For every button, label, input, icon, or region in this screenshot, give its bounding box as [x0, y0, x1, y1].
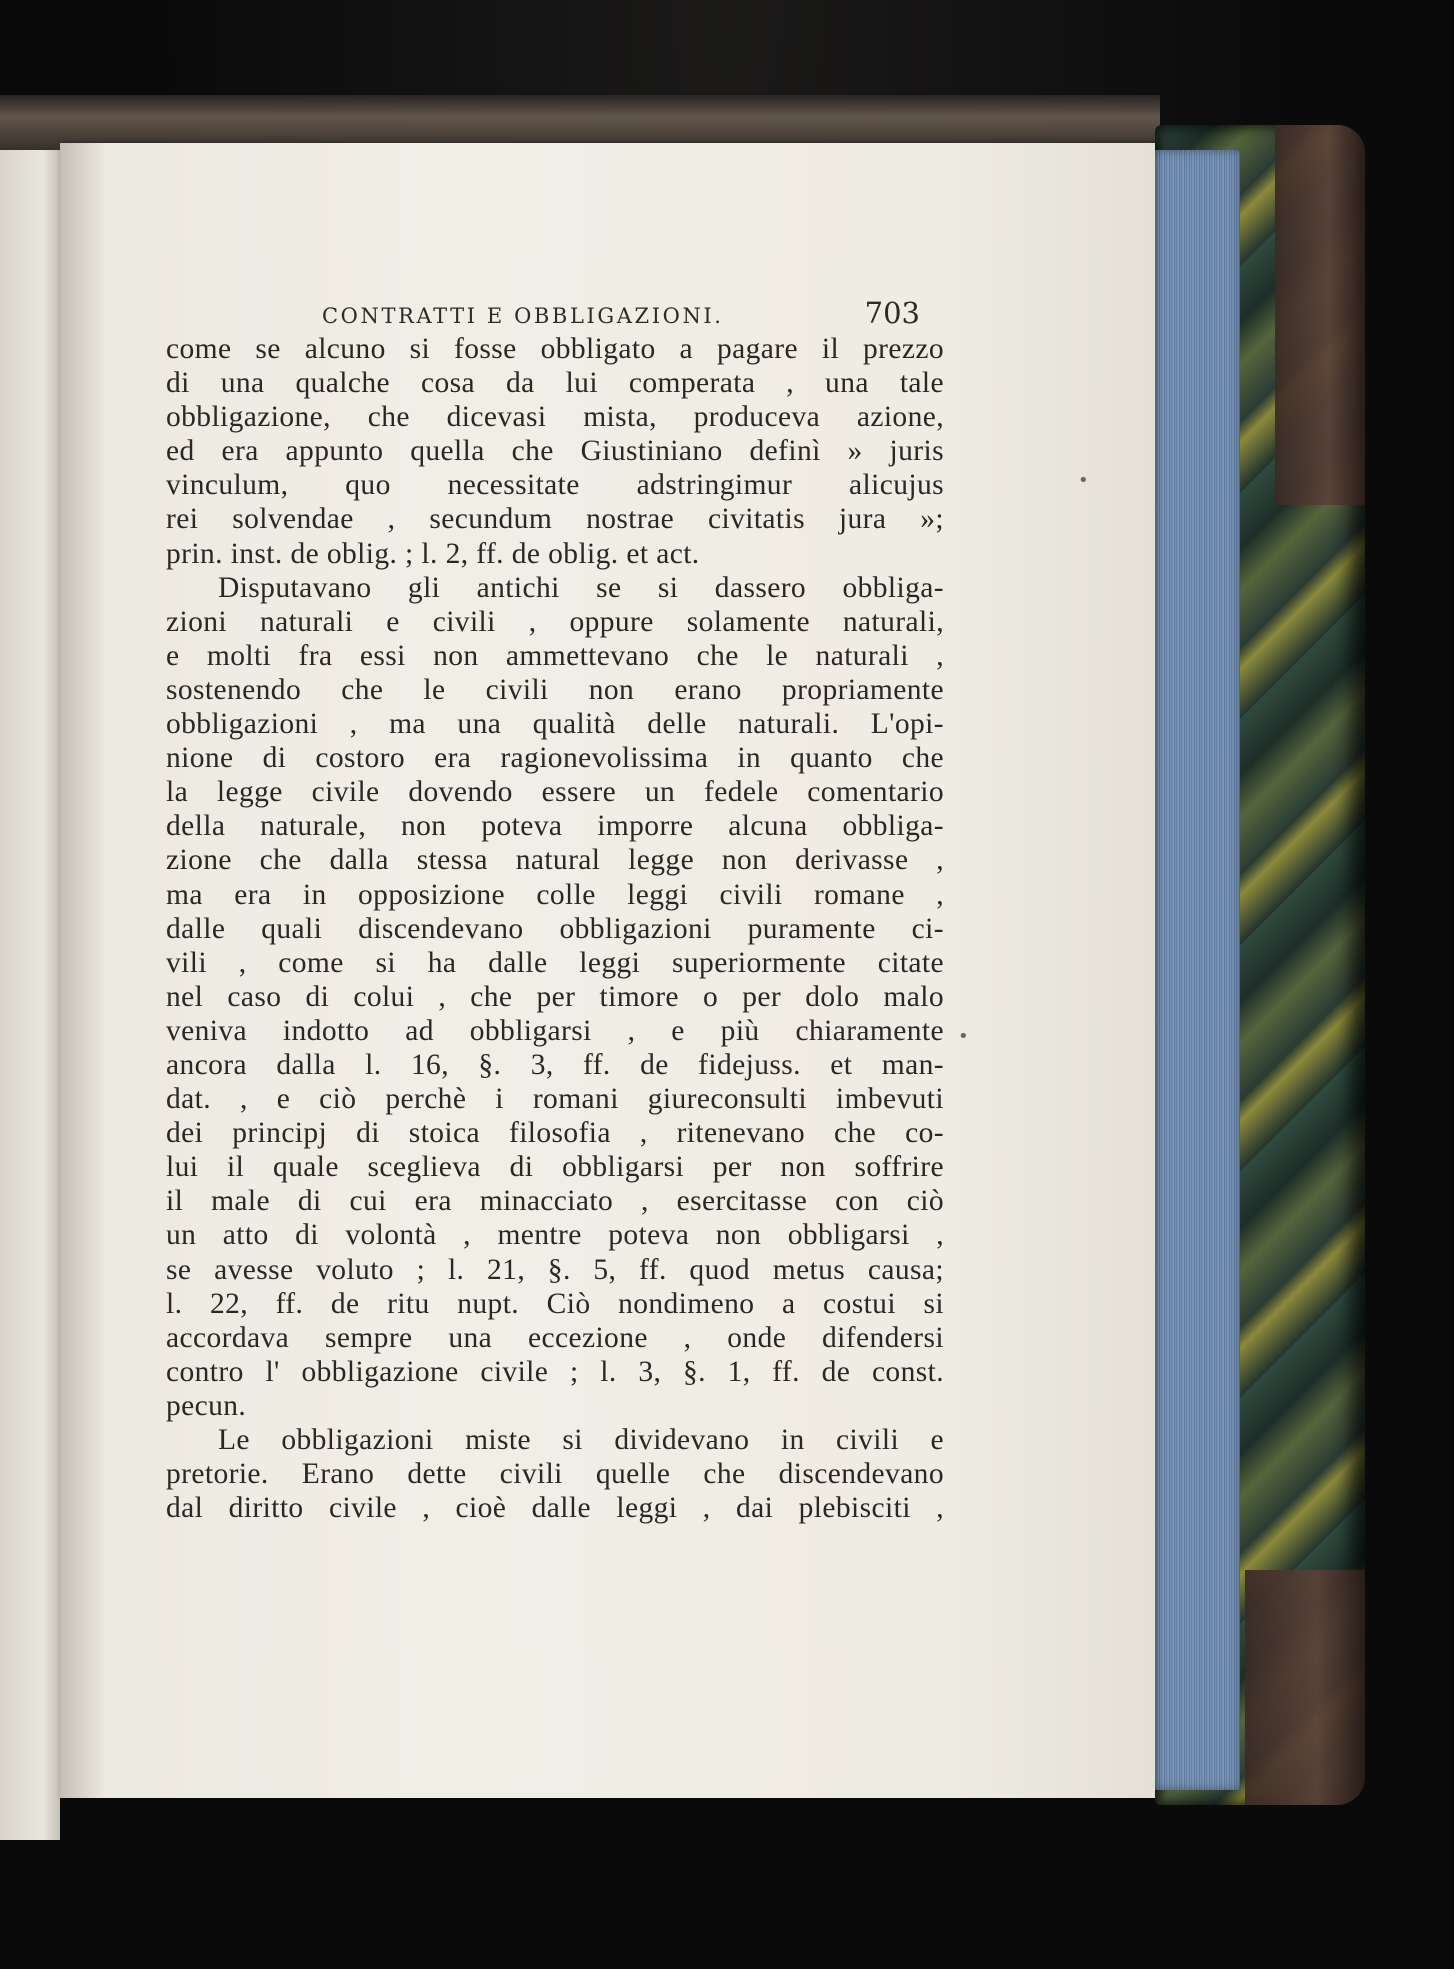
text-line: di una qualche cosa da lui comperata , una tale	[166, 367, 944, 400]
text-line: vili , come si ha dalle leggi superiormente citate	[166, 946, 944, 979]
text-line: della naturale, non poteva imporre alcuna obbliga-	[166, 810, 944, 843]
margin-dot: •	[958, 1026, 969, 1047]
text-line: vinculum, quo necessitate adstringimur alicujus	[166, 469, 944, 502]
text-line: Le obbligazioni miste si dividevano in civili e	[218, 1424, 944, 1456]
text-line: pecun.	[166, 1389, 247, 1422]
text-line: prin. inst. de oblig. ; l. 2, ff. de oblig. et act.	[166, 537, 700, 570]
book-top-edge	[0, 95, 1160, 150]
text-line: veniva indotto ad obbligarsi , e più chiaramente	[166, 1014, 944, 1047]
left-page-edge	[0, 150, 60, 1840]
text-line: il male di cui era minacciato , esercitasse con ciò	[166, 1185, 944, 1218]
text-line: ancora dalla l. 16, §. 3, ff. de fidejuss. et man-	[166, 1048, 944, 1081]
text-line: Disputavano gli antichi se si dassero obbliga-	[218, 571, 944, 604]
text-line: dalle quali discendevano obbligazioni puramente ci-	[166, 912, 944, 945]
margin-dot: •	[1078, 470, 1089, 491]
body-text	[166, 332, 944, 1525]
text-line: rei solvendae , secundum nostrae civitatis jura »;	[166, 503, 944, 536]
text-line: l. 22, ff. de ritu nupt. Ciò nondimeno a costui si	[166, 1287, 944, 1320]
text-line: dal diritto civile , cioè dalle leggi , dai plebisciti ,	[166, 1492, 944, 1525]
text-line: accordava sempre una eccezione , onde difendersi	[166, 1321, 944, 1354]
text-line: sostenendo che le civili non erano propriamente	[166, 673, 944, 706]
text-line: obbligazione, che dicevasi mista, produceva azione,	[166, 401, 944, 434]
text-line: nel caso di colui , che per timore o per dolo malo	[166, 980, 944, 1013]
text-line: ma era in opposizione colle leggi civili romane ,	[166, 878, 944, 911]
text-line: come se alcuno si fosse obbligato a pagare il prezzo	[166, 333, 944, 365]
text-line: contro l' obbligazione civile ; l. 3, §. 1, ff. de const.	[166, 1355, 944, 1388]
running-title: CONTRATTI E OBBLIGAZIONI.	[322, 304, 724, 328]
page-number: 703	[864, 296, 920, 330]
leather-corner-top	[1275, 125, 1365, 505]
text-line: e molti fra essi non ammettevano che le naturali ,	[166, 639, 944, 672]
text-line: nione di costoro era ragionevolissima in quanto che	[166, 742, 944, 775]
text-line: zioni naturali e civili , oppure solamente naturali,	[166, 605, 944, 638]
page-edges	[1150, 150, 1240, 1790]
text-line: lui il quale sceglieva di obbligarsi per non soffrire	[166, 1151, 944, 1184]
text-line: obbligazioni , ma una qualità delle naturali. L'opi-	[166, 708, 944, 741]
text-line: se avesse voluto ; l. 21, §. 5, ff. quod metus causa;	[166, 1253, 944, 1286]
text-line: pretorie. Erano dette civili quelle che discendevano	[166, 1458, 944, 1491]
text-line: zione che dalla stessa natural legge non derivasse ,	[166, 844, 944, 877]
text-line: la legge civile dovendo essere un fedele comentario	[166, 776, 944, 809]
text-line: dat. , e ciò perchè i romani giureconsulti imbevuti	[166, 1083, 944, 1116]
leather-corner-bottom	[1245, 1570, 1365, 1805]
text-line: dei principj di stoica filosofia , ritenevano che co-	[166, 1117, 944, 1150]
text-line: ed era appunto quella che Giustiniano definì » juris	[166, 435, 944, 468]
text-line: un atto di volontà , mentre poteva non obbligarsi ,	[166, 1219, 944, 1252]
running-head	[262, 296, 930, 334]
